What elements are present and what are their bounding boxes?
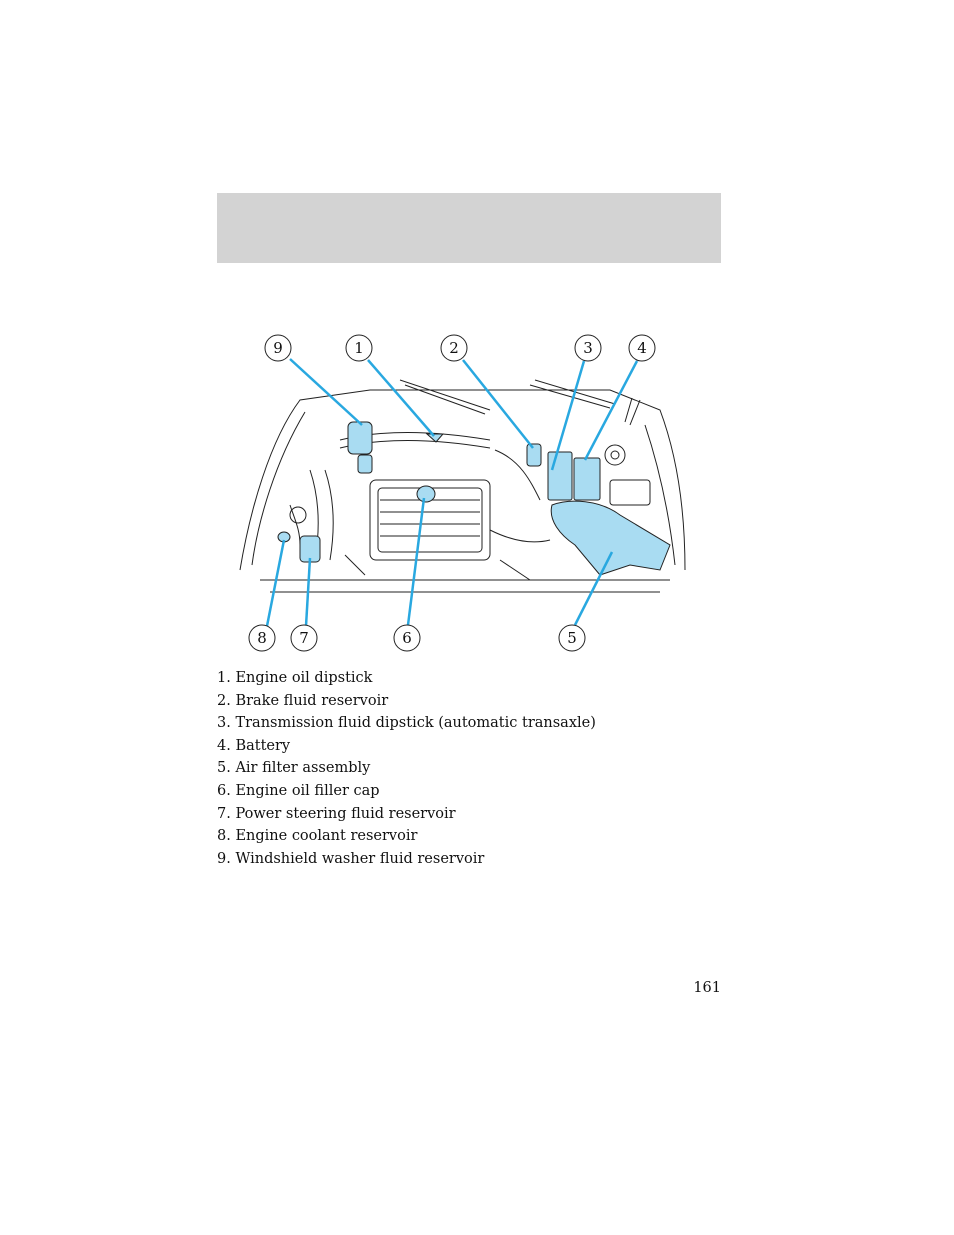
leader-line-4 — [585, 361, 637, 460]
brake-reservoir-shape — [527, 444, 541, 466]
legend-item: 9. Windshield washer fluid reservoir — [217, 850, 485, 867]
legend-item: 2. Brake fluid reservoir — [217, 692, 389, 709]
component-legend — [217, 667, 717, 870]
callout-label-1: 1 — [354, 339, 364, 357]
leader-line-8 — [267, 540, 284, 626]
callout-label-2: 2 — [449, 339, 459, 357]
legend-item: 3. Transmission fluid dipstick (automatic transaxle) — [217, 715, 596, 732]
transmission-dipstick-shape — [548, 452, 572, 500]
leader-line-1 — [368, 360, 434, 436]
callout-label-4: 4 — [637, 339, 647, 357]
callout-label-7: 7 — [299, 629, 309, 647]
oil-filler-cap-shape — [417, 486, 435, 502]
leader-line-6 — [408, 498, 424, 625]
callout-label-6: 6 — [402, 629, 412, 647]
washer-reservoir-shape — [348, 422, 372, 454]
page-number: 161 — [693, 980, 721, 996]
legend-item: 1. Engine oil dipstick — [217, 670, 373, 686]
leader-line-9 — [290, 359, 362, 425]
legend-item: 6. Engine oil filler cap — [217, 782, 380, 799]
washer-reservoir-neck-shape — [358, 455, 372, 473]
legend-item: 5. Air filter assembly — [217, 760, 371, 777]
callout-label-9: 9 — [273, 339, 283, 357]
air-filter-shape — [551, 501, 670, 575]
battery-shape — [574, 458, 600, 500]
callout-label-8: 8 — [257, 629, 267, 647]
engine-compartment-diagram — [230, 330, 700, 660]
section-header-band — [217, 193, 721, 263]
legend-item: 4. Battery — [217, 737, 291, 754]
legend-item: 7. Power steering fluid reservoir — [217, 805, 456, 822]
callout-label-3: 3 — [583, 339, 593, 357]
legend-item: 8. Engine coolant reservoir — [217, 828, 418, 845]
callout-label-5: 5 — [567, 629, 577, 647]
